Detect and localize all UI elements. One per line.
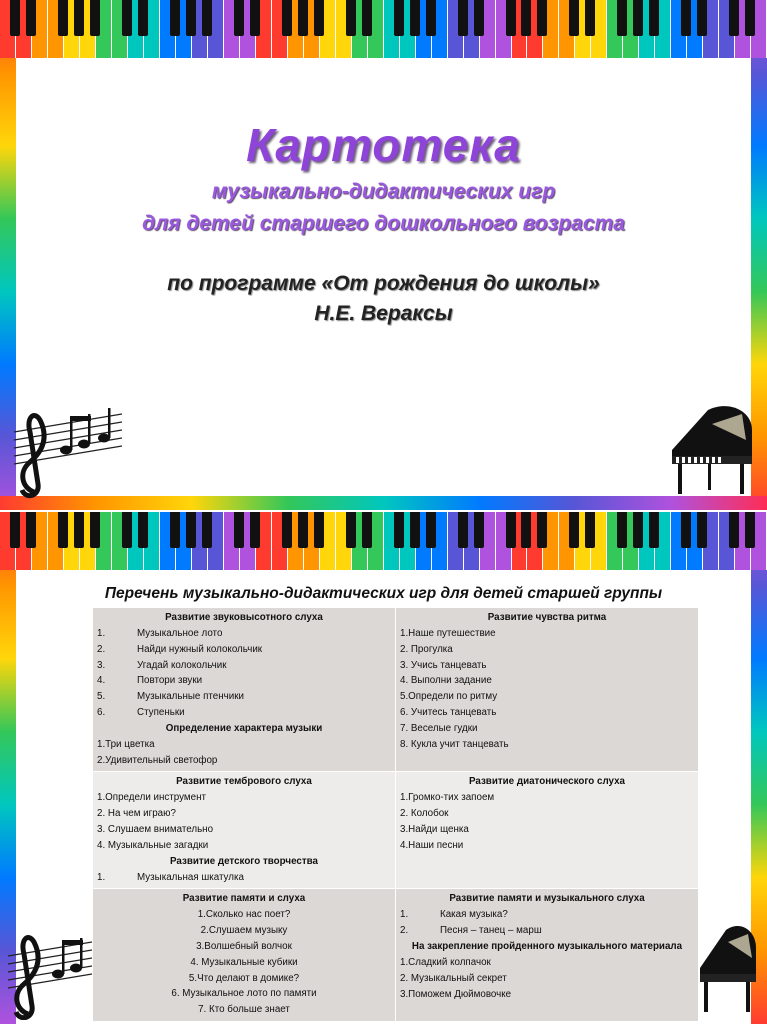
piano-key — [336, 0, 352, 58]
piano-black-key — [585, 512, 595, 548]
piano-black-key — [474, 0, 484, 36]
piano-black-key — [729, 0, 739, 36]
item-number: 1. — [400, 909, 409, 921]
piano-black-key — [697, 0, 707, 36]
piano-black-key — [617, 0, 627, 36]
piano-black-key — [74, 512, 84, 548]
list-item — [97, 907, 391, 923]
table-cell-left — [93, 889, 396, 1022]
item-number: 5. — [97, 691, 106, 703]
item-number: 4. — [97, 675, 106, 687]
item-text: 2.Слушаем музыку — [200, 925, 288, 937]
item-text: Музыкальное лото — [137, 628, 223, 639]
piano-key — [272, 512, 288, 570]
item-text: 1.Определи инструмент — [97, 792, 207, 804]
piano-black-key — [282, 0, 292, 36]
piano-black-key — [298, 0, 308, 36]
item-text: Угадай колокольчик — [137, 659, 227, 671]
piano-key — [671, 0, 687, 58]
piano-black-key — [234, 0, 244, 36]
item-text: 4. Музыкальные кубики — [190, 956, 298, 968]
list-item — [400, 806, 694, 822]
item-text: 4. Музыкальные загадки — [97, 839, 209, 851]
piano-key — [272, 0, 288, 58]
piano-black-key — [362, 512, 372, 548]
piano-key — [559, 0, 575, 58]
piano-black-key — [681, 512, 691, 548]
piano-keyboard-strip — [0, 512, 767, 570]
item-text: 2. Прогулка — [400, 643, 453, 655]
piano-black-key — [10, 512, 20, 548]
piano-black-key — [202, 0, 212, 36]
piano-key — [671, 512, 687, 570]
list-item — [400, 790, 694, 806]
item-text: Какая музыка? — [440, 909, 508, 921]
piano-key — [112, 512, 128, 570]
piano-black-key — [90, 0, 100, 36]
table-cell-right — [396, 608, 699, 772]
piano-black-key — [186, 0, 196, 36]
item-text: 6. Учитесь танцевать — [400, 706, 497, 718]
item-text: Песня – танец – марш — [440, 925, 542, 937]
section-title: Развитие тембрового слуха — [176, 776, 312, 788]
piano-black-key — [633, 0, 643, 36]
list-item — [400, 642, 694, 658]
piano-key — [448, 512, 464, 570]
piano-black-key — [537, 0, 547, 36]
piano-black-key — [458, 512, 468, 548]
piano-black-key — [569, 0, 579, 36]
piano-black-key — [170, 0, 180, 36]
grand-piano-icon — [698, 916, 758, 1016]
list-item — [400, 822, 694, 838]
piano-black-key — [521, 0, 531, 36]
piano-key — [0, 512, 16, 570]
piano-black-key — [745, 0, 755, 36]
piano-black-key — [649, 512, 659, 548]
piano-black-key — [458, 0, 468, 36]
item-text: 5.Что делают в домике? — [188, 972, 300, 984]
piano-black-key — [506, 512, 516, 548]
piano-black-key — [122, 512, 132, 548]
piano-key — [607, 512, 623, 570]
item-text: 1.Наше путешествие — [400, 628, 496, 639]
list-item — [400, 721, 694, 737]
list-item — [97, 790, 391, 806]
table-cell-right — [396, 889, 699, 1022]
piano-key — [160, 0, 176, 58]
list-item — [97, 658, 391, 674]
list-item — [400, 987, 694, 1003]
item-text: 1.Три цветка — [97, 738, 155, 750]
list-item — [97, 986, 391, 1002]
piano-key — [719, 512, 735, 570]
piano-black-key — [282, 512, 292, 548]
item-text: 6. Музыкальное лото по памяти — [171, 988, 317, 1000]
piano-black-key — [426, 512, 436, 548]
piano-black-key — [170, 512, 180, 548]
piano-black-key — [90, 512, 100, 548]
table-cell-left — [93, 772, 396, 889]
item-number: 2. — [97, 643, 106, 655]
piano-black-key — [410, 0, 420, 36]
list-item — [97, 737, 391, 753]
piano-black-key — [697, 512, 707, 548]
item-text: Музыкальная шкатулка — [137, 871, 244, 883]
list-heading: Перечень музыкально-дидактических игр для детей старшей группы — [104, 585, 663, 602]
list-item — [97, 870, 391, 886]
piano-black-key — [394, 512, 404, 548]
list-item — [97, 753, 391, 769]
piano-key — [384, 0, 400, 58]
piano-black-key — [633, 512, 643, 548]
piano-black-key — [58, 512, 68, 548]
games-list-slide — [0, 512, 767, 1024]
list-item — [97, 822, 391, 838]
treble-clef-notes-icon — [4, 392, 124, 504]
piano-black-key — [26, 512, 36, 548]
piano-key — [48, 0, 64, 58]
subtitle-line-1: музыкально-дидактических игр — [211, 180, 556, 203]
list-item — [400, 705, 694, 721]
list-item — [97, 923, 391, 939]
list-item — [400, 658, 694, 674]
piano-key — [719, 0, 735, 58]
section-title: На закрепление пройденного музыкального материала — [411, 940, 683, 952]
item-text: Найди нужный колокольчик — [137, 643, 263, 655]
list-item — [400, 838, 694, 854]
piano-black-key — [74, 0, 84, 36]
item-text: 3.Поможем Дюймовочке — [400, 988, 512, 1000]
list-item — [97, 838, 391, 854]
piano-key — [224, 512, 240, 570]
item-text: 7. Веселые гудки — [400, 722, 478, 734]
list-item — [97, 626, 391, 642]
piano-black-key — [346, 0, 356, 36]
piano-black-key — [362, 0, 372, 36]
piano-black-key — [394, 0, 404, 36]
main-title: Картотека — [246, 119, 521, 171]
piano-black-key — [298, 512, 308, 548]
piano-black-key — [346, 512, 356, 548]
list-item — [97, 1002, 391, 1018]
piano-key — [224, 0, 240, 58]
grand-piano-icon — [668, 400, 754, 498]
list-item — [97, 955, 391, 971]
item-number: 1. — [97, 628, 106, 639]
section-title: Развитие звуковысотного слуха — [165, 612, 323, 623]
item-number: 3. — [97, 659, 106, 671]
item-text: 3. Слушаем внимательно — [97, 823, 214, 835]
piano-black-key — [234, 512, 244, 548]
piano-key — [48, 512, 64, 570]
table-cell-left — [93, 608, 396, 772]
piano-black-key — [138, 0, 148, 36]
item-text: 2.Удивительный светофор — [97, 754, 218, 766]
piano-key — [559, 512, 575, 570]
piano-black-key — [426, 0, 436, 36]
item-text: 4. Выполни задание — [400, 675, 492, 687]
piano-black-key — [649, 0, 659, 36]
item-number: 2. — [400, 925, 409, 937]
piano-black-key — [26, 0, 36, 36]
section-title: Определение характера музыки — [165, 722, 323, 734]
item-number: 1. — [97, 871, 106, 883]
item-text: Музыкальные птенчики — [137, 691, 244, 703]
section-title: Развитие детского творчества — [170, 855, 318, 867]
piano-black-key — [10, 0, 20, 36]
piano-black-key — [521, 512, 531, 548]
piano-key — [384, 512, 400, 570]
piano-black-key — [729, 512, 739, 548]
piano-black-key — [745, 512, 755, 548]
piano-black-key — [250, 512, 260, 548]
piano-black-key — [569, 512, 579, 548]
piano-key — [607, 0, 623, 58]
table-row — [93, 608, 699, 772]
author-line: Н.Е. Вераксы — [314, 302, 453, 325]
list-item — [400, 626, 694, 642]
piano-black-key — [202, 512, 212, 548]
piano-black-key — [474, 512, 484, 548]
table-row — [93, 889, 699, 1022]
piano-black-key — [410, 512, 420, 548]
treble-clef-notes-icon — [2, 912, 94, 1020]
item-text: 3.Найди щенка — [400, 823, 469, 835]
section-title: Развитие памяти и музыкального слуха — [449, 893, 645, 905]
item-text: 1.Сколько нас поет? — [197, 909, 291, 921]
program-line: по программе «От рождения до школы» — [167, 272, 600, 295]
list-item — [97, 642, 391, 658]
list-item — [400, 955, 694, 971]
item-text: 5.Определи по ритму — [400, 691, 498, 703]
piano-black-key — [314, 0, 324, 36]
list-item — [97, 705, 391, 721]
piano-key — [496, 512, 512, 570]
piano-key — [160, 512, 176, 570]
list-item — [97, 971, 391, 987]
item-text: 2. На чем играю? — [97, 808, 176, 820]
title-slide — [0, 0, 767, 510]
list-item — [97, 939, 391, 955]
item-text: 3. Учись танцевать — [400, 659, 487, 671]
piano-black-key — [314, 512, 324, 548]
games-table — [92, 607, 699, 1022]
section-title: Развитие памяти и слуха — [182, 893, 306, 905]
piano-black-key — [617, 512, 627, 548]
table-cell-right — [396, 772, 699, 889]
item-text: 7. Кто больше знает — [198, 1004, 290, 1016]
piano-black-key — [506, 0, 516, 36]
item-text: 1.Сладкий колпачок — [400, 956, 491, 968]
item-text: 4.Наши песни — [400, 839, 464, 851]
piano-black-key — [585, 0, 595, 36]
piano-key — [448, 0, 464, 58]
piano-key — [112, 0, 128, 58]
list-item — [400, 971, 694, 987]
list-item — [97, 689, 391, 705]
section-title: Развитие чувства ритма — [487, 612, 607, 623]
item-text: 2. Колобок — [400, 808, 449, 820]
piano-black-key — [537, 512, 547, 548]
item-text: 1.Громко-тих запоем — [400, 792, 495, 804]
item-text: Повтори звуки — [137, 675, 203, 687]
list-item — [97, 806, 391, 822]
piano-keyboard-strip — [0, 0, 767, 58]
piano-black-key — [58, 0, 68, 36]
item-text: 8. Кукла учит танцевать — [400, 738, 509, 750]
section-title: Развитие диатонического слуха — [468, 776, 626, 788]
item-text: 3.Волшебный волчок — [196, 940, 292, 952]
item-text: 2. Музыкальный секрет — [400, 972, 507, 984]
list-item — [400, 673, 694, 689]
item-text: Ступеньки — [137, 706, 185, 718]
piano-black-key — [122, 0, 132, 36]
list-item — [400, 737, 694, 753]
list-item — [400, 689, 694, 705]
piano-key — [0, 0, 16, 58]
piano-key — [496, 0, 512, 58]
piano-black-key — [250, 0, 260, 36]
table-row — [93, 772, 699, 889]
piano-black-key — [186, 512, 196, 548]
list-item — [400, 923, 694, 939]
piano-black-key — [138, 512, 148, 548]
piano-black-key — [681, 0, 691, 36]
subtitle-line-2: для детей старшего дошкольного возраста — [142, 212, 625, 235]
list-item — [97, 673, 391, 689]
list-item — [400, 907, 694, 923]
item-number: 6. — [97, 706, 106, 718]
piano-key — [336, 512, 352, 570]
